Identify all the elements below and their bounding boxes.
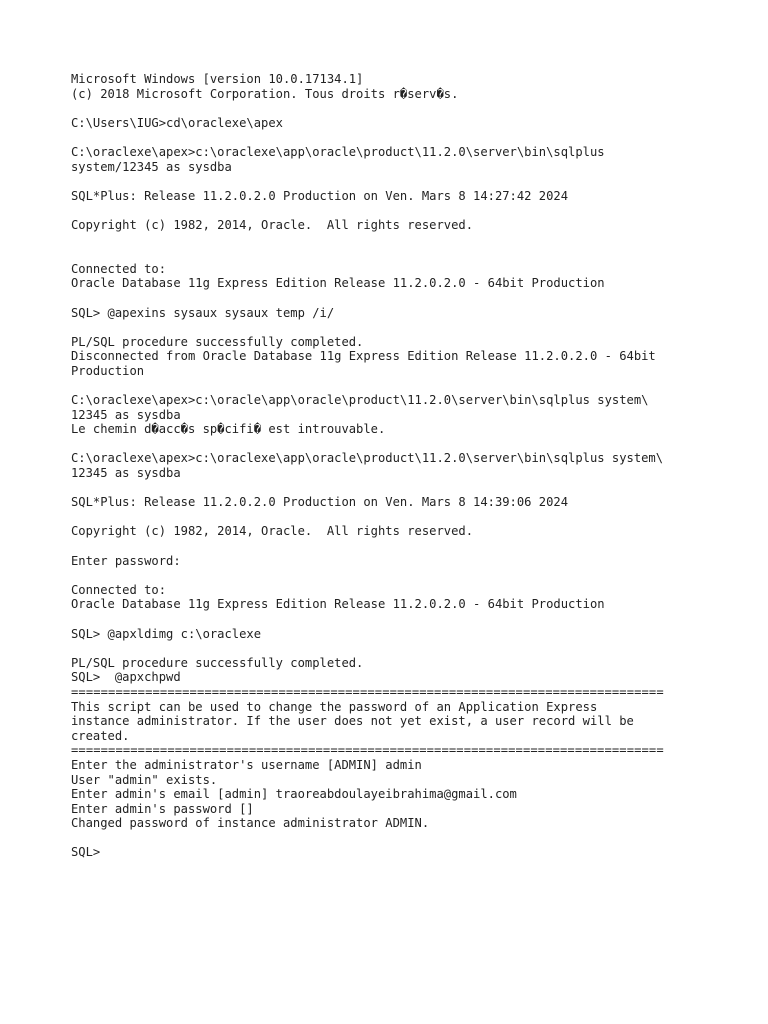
console-line: 12345 as sysdba [71,407,181,422]
blank-line [71,101,711,116]
blank-line [71,378,711,393]
console-line: SQL> @apexins sysaux sysaux temp /i/ [71,305,335,320]
console-line: Le chemin d�acc�s sp�cifi� est introuvable. [71,422,386,437]
console-line: (c) 2018 Microsoft Corporation. Tous droits r�serv�s. [71,86,459,101]
console-line: instance administrator. If the user does not yet exist, a user record will be [71,714,634,729]
blank-line [71,291,711,306]
blank-line [71,247,711,262]
blank-line [71,568,711,583]
blank-line [71,641,711,656]
console-line: Enter password: [71,553,181,568]
console-line: SQL*Plus: Release 11.2.0.2.0 Production on Ven. Mars 8 14:27:42 2024 [71,188,569,203]
blank-line [71,539,711,554]
console-line: User "admin" exists. [71,772,218,787]
separator-line: ================================================================================ [71,743,664,758]
console-line: C:\oraclexe\apex>c:\oraclexe\app\oracle\product\11.2.0\server\bin\sqlplus system\ [71,451,664,466]
blank-line [71,437,711,452]
console-line: Oracle Database 11g Express Edition Release 11.2.0.2.0 - 64bit Production [71,276,605,291]
console-line: SQL*Plus: Release 11.2.0.2.0 Production on Ven. Mars 8 14:39:06 2024 [71,495,569,510]
console-line: Enter admin's password [] [71,801,254,816]
console-line: Changed password of instance administrator ADMIN. [71,816,430,831]
separator-line: ================================================================================ [71,684,664,699]
console-line: Enter the administrator's username [ADMIN] admin [71,757,422,772]
console-line: PL/SQL procedure successfully completed. [71,334,364,349]
terminal-transcript [71,72,711,860]
console-line: C:\oraclexe\apex>c:\oraclexe\app\oracle\product\11.2.0\server\bin\sqlplus [71,144,605,159]
blank-line [71,831,711,846]
blank-line [71,130,711,145]
console-line: PL/SQL procedure successfully completed. [71,655,364,670]
blank-line [71,612,711,627]
blank-line [71,233,711,248]
console-line: SQL> [71,845,101,860]
console-line: Microsoft Windows [version 10.0.17134.1] [71,72,364,86]
console-line: Production [71,363,145,378]
console-line: SQL> @apxldimg c:\oraclexe [71,626,262,641]
console-line: system/12345 as sysdba [71,159,232,174]
console-line: This script can be used to change the password of an Application Express [71,699,598,714]
console-line: Oracle Database 11g Express Edition Release 11.2.0.2.0 - 64bit Production [71,597,605,612]
console-line: Copyright (c) 1982, 2014, Oracle. All rights reserved. [71,217,474,232]
console-line: Copyright (c) 1982, 2014, Oracle. All rights reserved. [71,524,474,539]
console-line: Disconnected from Oracle Database 11g Express Edition Release 11.2.0.2.0 - 64bit [71,349,656,364]
console-line: Connected to: [71,582,167,597]
blank-line [71,174,711,189]
console-line: SQL> @apxchpwd [71,670,181,685]
blank-line [71,320,711,335]
blank-line [71,481,711,496]
console-line: Enter admin's email [admin] traoreabdoulayeibrahima@gmail.com [71,787,517,802]
console-line: created. [71,728,130,743]
console-line: 12345 as sysdba [71,466,181,481]
console-line: C:\oraclexe\apex>c:\oracle\app\oracle\product\11.2.0\server\bin\sqlplus system\ [71,393,649,408]
console-line: Connected to: [71,261,167,276]
blank-line [71,510,711,525]
console-line: C:\Users\IUG>cd\oraclexe\apex [71,115,283,130]
blank-line [71,203,711,218]
